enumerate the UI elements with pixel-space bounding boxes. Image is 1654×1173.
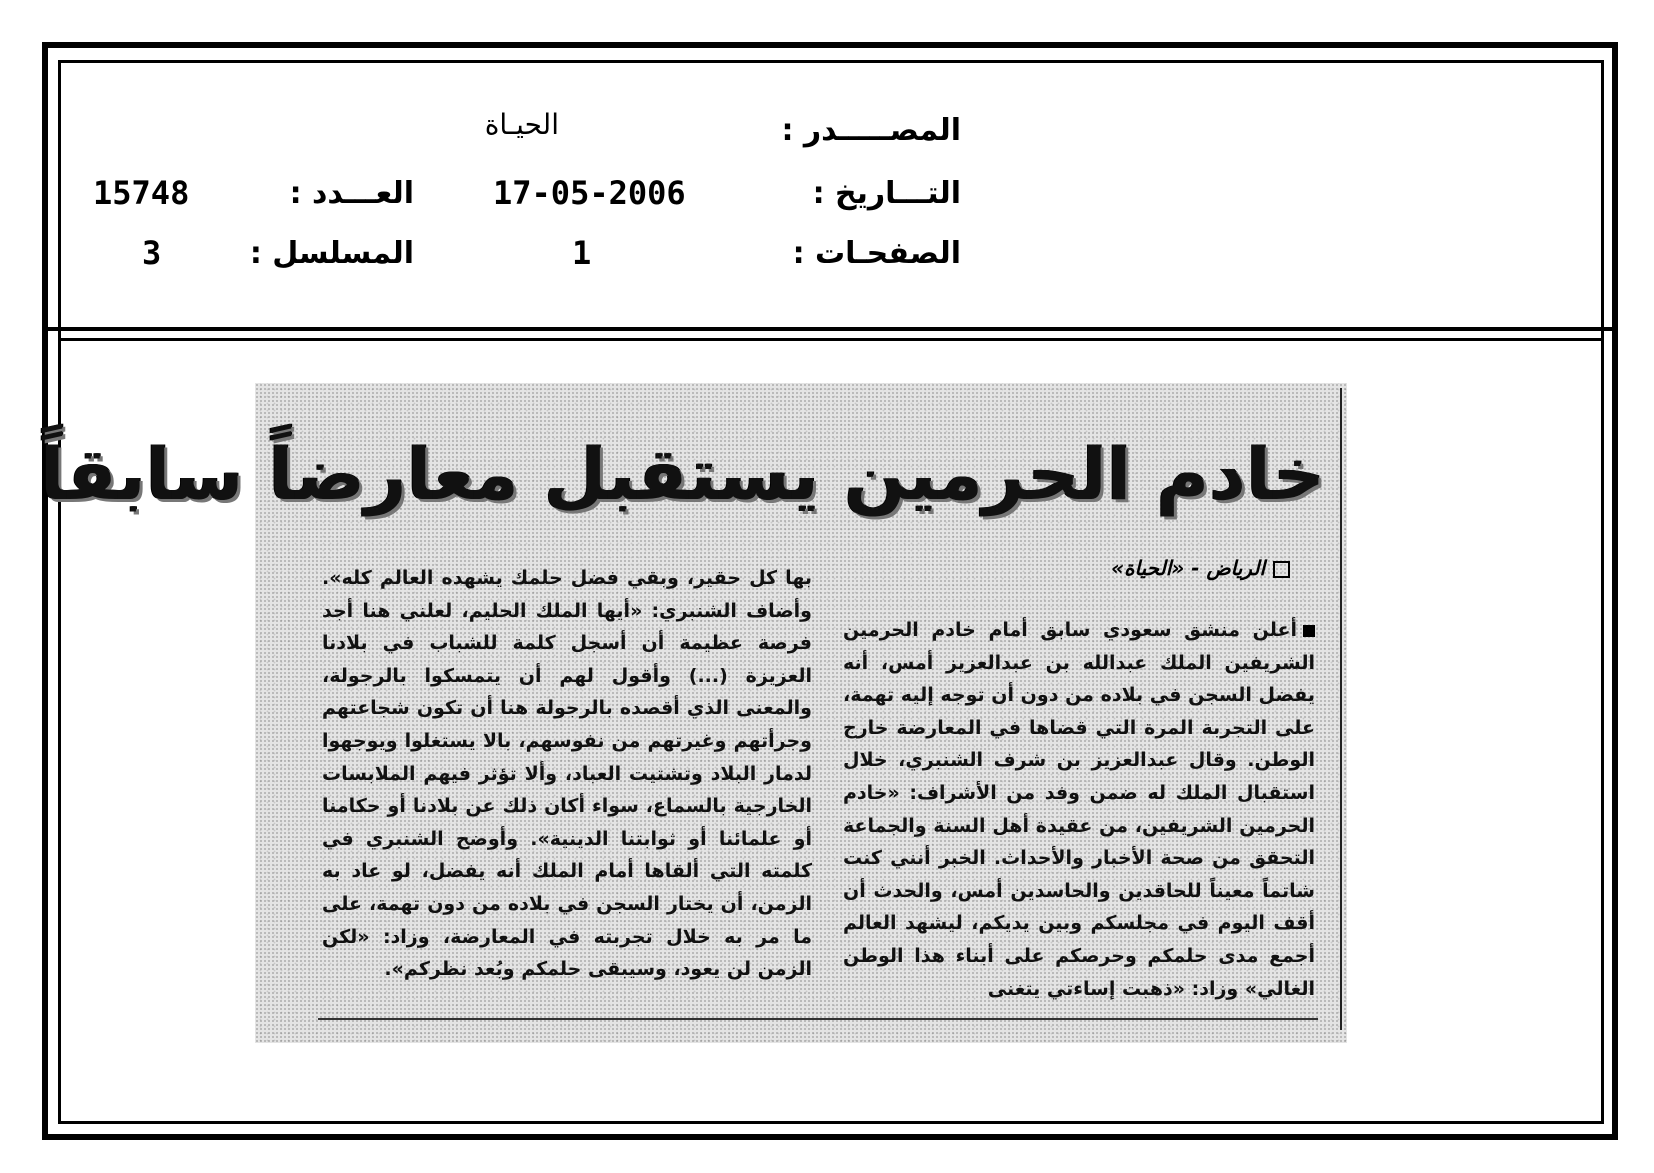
article-headline: خادم الحرمين يستقبل معارضاً سابقاً	[39, 432, 1325, 516]
left-column-text: بها كل حقير، وبقي فضل حلمك يشهده العالم كله». وأضاف الشنبري: «أيها الملك الحليم، لعلني هنا أجد فرصة عظيمة أن أسجل كلمة للشباب في بلادنا العزيزة (...) وأقول لهم أن يتمسكوا بالرجولة، والمعنى الذي أقصده بالرجولة هنا أن تكون شجاعتهم وجرأتهم وغيرتهم من نفوسهم، بالا يستغلوا ويوجهوا لدمار البلاد وتشتيت العباد، وألا تؤثر فيهم الملابسات الخارجية بالسماع، سواء أكان ذلك عن بلادنا أو حكامنا أو علمائنا أو ثوابتنا الدينية». وأوضح الشنبري في كلمته التي ألقاها أمام الملك أنه يفضل، لو عاد به الزمن، أن يختار السجن في بلاده من دون تهمة، على ما مر به خلال تجربته في المعارضة، وزاد: «لكن الزمن لن يعود، وسيبقى حلمكم وبُعد نظركم».	[322, 567, 812, 981]
article-column-right	[843, 614, 1315, 1005]
source-value: الحيـاة	[484, 108, 559, 141]
dateline-text: الرياض - «الحياة»	[1111, 556, 1265, 580]
header-divider	[42, 327, 1618, 331]
column-rule	[1340, 388, 1342, 1030]
right-column-text: أعلن منشق سعودي سابق أمام خادم الحرمين الشريفين الملك عبدالله بن عبدالعزيز أمس، أنه يفضل السجن في بلاده من دون أن توجه إليه تهمة، على التجربة المرة التي قضاها في المعارضة خارج الوطن. وقال عبدالعزيز بن شرف الشنبري، خلال استقبال الملك له ضمن وفد من الأشراف: «خادم الحرمين الشريفين، من عقيدة أهل السنة والجماعة التحقق من صحة الأخبار والأحداث. الخبر أنني كنت شاتماً معيناً للحاقدين والحاسدين أمس، والحدث أن أقف اليوم في مجلسكم وبين يديكم، ليشهد العالم أجمع مدى حلمكم وحرصكم على أبناء هذا الوطن الغالي» وزاد: «ذهبت إساءتي يتغنى	[843, 619, 1315, 1000]
serial-value: 3	[142, 234, 162, 272]
article-column-left	[322, 562, 812, 986]
pages-value: 1	[572, 234, 592, 272]
pages-label: الصفحـات :	[792, 236, 961, 271]
source-label: المصـــــدر :	[781, 113, 961, 148]
bottom-rule	[318, 1018, 1318, 1020]
box-icon	[1273, 561, 1290, 578]
serial-label: المسلسل :	[249, 236, 414, 271]
header-divider-inner	[58, 338, 1604, 341]
article-dateline	[980, 556, 1290, 580]
issue-value: 15748	[93, 174, 190, 212]
date-label: التـــاريخ :	[812, 176, 961, 211]
date-value: 17-05-2006	[493, 174, 686, 212]
issue-label: العـــدد :	[289, 176, 414, 211]
square-bullet-icon	[1303, 625, 1315, 637]
